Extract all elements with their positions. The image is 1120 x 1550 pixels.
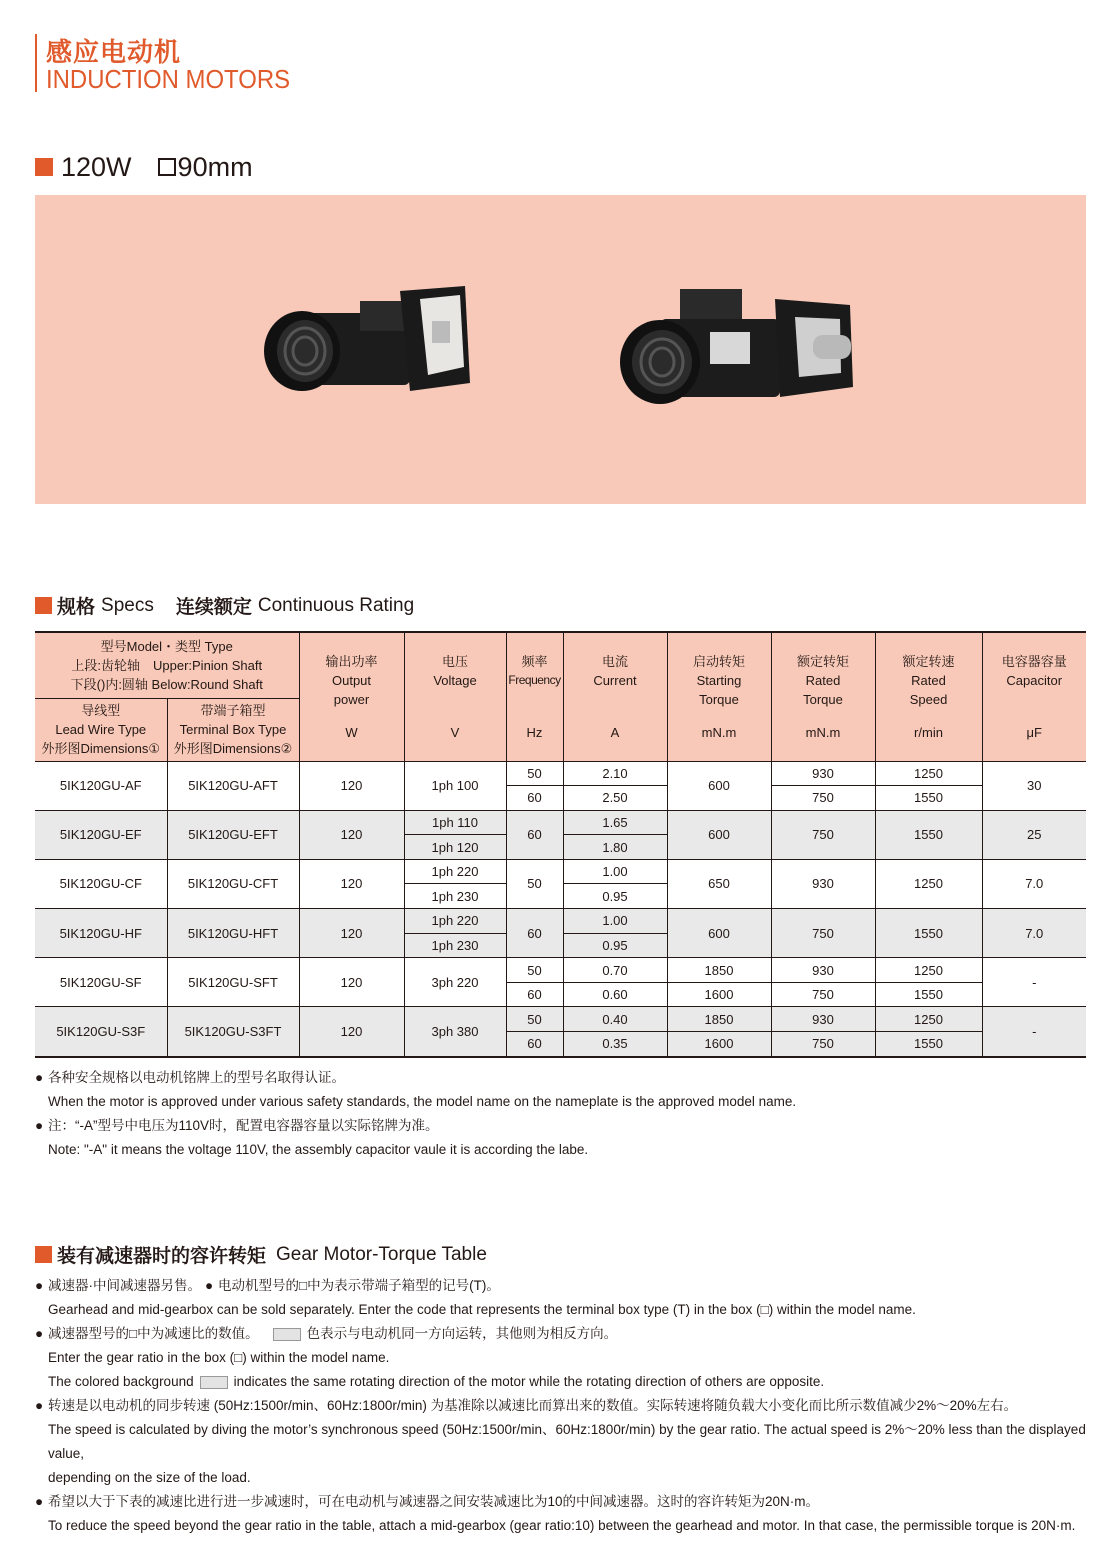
- rated-speed-cell: 1250: [875, 1007, 982, 1032]
- note-en: [35, 1370, 1120, 1394]
- rating-label-cn: 连续额定: [175, 597, 252, 618]
- header-text: Frequency: [508, 672, 561, 687]
- power-cell: 120: [299, 909, 404, 958]
- current-cell: 0.60: [563, 982, 667, 1007]
- note-text: 减速器型号的□中为减速比的数值。: [48, 1326, 259, 1341]
- header-text: 电压: [441, 653, 468, 669]
- note-text: 希望以大于下表的减速比进行进一步减速时，可在电动机与减速器之间安装减速比为10的中间减速器。这时的容许转矩为20N·m。: [48, 1494, 820, 1509]
- bullet-icon: ●: [35, 1326, 44, 1341]
- capacitor-cell: 25: [982, 810, 1086, 859]
- output-power-header: [299, 632, 404, 761]
- note-text: 电动机型号的□中为表示带端子箱型的记号(T)。: [218, 1278, 500, 1293]
- frequency-cell: 60: [506, 909, 563, 958]
- header-text: 电流: [601, 653, 628, 669]
- motor-terminal-box-image: [615, 277, 875, 417]
- specs-table: [35, 631, 1086, 1058]
- header-text: 外形图Dimensions①: [41, 741, 161, 756]
- power-cell: 120: [299, 1007, 404, 1057]
- header-unit: μF: [1026, 724, 1042, 740]
- table-row: [35, 958, 1086, 983]
- header-unit: W: [345, 724, 358, 740]
- rated-torque-cell: 750: [771, 982, 875, 1007]
- power-cell: 120: [299, 761, 404, 810]
- note-text: indicates the same rotating direction of the motor while the rotating direction of others are opposite.: [233, 1374, 825, 1389]
- note-en: depending on the size of the load.: [48, 1470, 251, 1485]
- terminal-box-header: [167, 698, 299, 761]
- specs-label-cn: 规格: [57, 597, 96, 618]
- rated-speed-cell: 1550: [875, 786, 982, 811]
- frequency-cell: 50: [506, 1007, 563, 1032]
- rated-torque-cell: 930: [771, 859, 875, 908]
- note-en: The speed is calculated by diving the motor’s synchronous speed (50Hz:1500r/min、60Hz:1800r/min) by the gear ratio. The actual speed is 2%～20% less than the displayed value,: [48, 1422, 1086, 1461]
- current-cell: 1.00: [563, 859, 667, 884]
- header-unit: mN.m: [701, 724, 737, 740]
- current-cell: 0.70: [563, 958, 667, 983]
- model-size: 90mm: [177, 151, 253, 182]
- starting-torque-cell: 600: [667, 761, 771, 810]
- terminal-model-cell: 5IK120GU-CFT: [167, 859, 299, 908]
- terminal-model-cell: 5IK120GU-SFT: [167, 958, 299, 1007]
- rated-torque-header: [771, 632, 875, 761]
- header-text: Current: [593, 672, 637, 688]
- header-text: power: [333, 691, 370, 707]
- current-cell: 1.80: [563, 835, 667, 860]
- current-cell: 0.95: [563, 884, 667, 909]
- header-text: 额定转速: [902, 653, 955, 669]
- rated-speed-cell: 1250: [875, 761, 982, 786]
- voltage-cell: 1ph 120: [404, 835, 506, 860]
- orange-square-icon: [35, 158, 53, 176]
- voltage-cell: 1ph 110: [404, 810, 506, 835]
- starting-torque-cell: 600: [667, 810, 771, 859]
- note-cn: [35, 1490, 1120, 1514]
- current-cell: 1.00: [563, 909, 667, 934]
- header-text: 启动转矩: [692, 653, 745, 669]
- terminal-model-cell: 5IK120GU-HFT: [167, 909, 299, 958]
- note-text: The colored background: [48, 1374, 194, 1389]
- starting-torque-cell: 1850: [667, 958, 771, 983]
- current-cell: 2.10: [563, 761, 667, 786]
- header-unit: A: [610, 724, 620, 740]
- header-unit: r/min: [914, 724, 943, 740]
- header-text: 外形图Dimensions②: [173, 741, 293, 756]
- current-cell: 0.40: [563, 1007, 667, 1032]
- voltage-cell: 1ph 220: [404, 859, 506, 884]
- rated-speed-cell: 1550: [875, 982, 982, 1007]
- note-cn: [35, 1066, 796, 1090]
- terminal-model-cell: 5IK120GU-AFT: [167, 761, 299, 810]
- gear-notes: [35, 1274, 1120, 1538]
- header-text: 额定转矩: [796, 653, 849, 669]
- header-text: 上段:齿轮轴 Upper:Pinion Shaft: [71, 657, 263, 673]
- capacitor-cell: 7.0: [982, 859, 1086, 908]
- note-en: Note: "-A" it means the voltage 110V, the assembly capacitor vaule it is according the labe.: [48, 1142, 589, 1157]
- table-row: [35, 1007, 1086, 1032]
- note-cn: [35, 1394, 1120, 1418]
- capacitor-header: [982, 632, 1086, 761]
- header-unit: mN.m: [805, 724, 841, 740]
- rated-torque-cell: 930: [771, 761, 875, 786]
- voltage-header: [404, 632, 506, 761]
- model-power: 120W: [61, 151, 132, 182]
- capacitor-cell: -: [982, 958, 1086, 1007]
- voltage-cell: 1ph 230: [404, 884, 506, 909]
- voltage-cell: 1ph 230: [404, 933, 506, 958]
- voltage-cell: 3ph 220: [404, 958, 506, 1007]
- header-accent-bar: [35, 34, 37, 92]
- product-photo-panel: [35, 195, 1086, 504]
- page-title-en: INDUCTION MOTORS: [46, 64, 291, 94]
- header-text: 频率: [521, 653, 548, 669]
- rated-torque-cell: 930: [771, 1007, 875, 1032]
- rated-torque-cell: 750: [771, 1032, 875, 1057]
- capacitor-cell: 7.0: [982, 909, 1086, 958]
- lead-model-cell: 5IK120GU-SF: [35, 958, 167, 1007]
- header-text: Torque: [803, 691, 843, 707]
- capacitor-cell: -: [982, 1007, 1086, 1057]
- table-row: [35, 810, 1086, 835]
- starting-torque-header: [667, 632, 771, 761]
- note-cn: [35, 1322, 1120, 1346]
- note-text: 减速器·中间减速器另售。: [48, 1278, 201, 1293]
- current-header: [563, 632, 667, 761]
- header-text: 电容器容量: [1001, 653, 1067, 669]
- header-text: 导线型: [81, 703, 121, 718]
- rated-torque-cell: 750: [771, 810, 875, 859]
- note-text: 色表示与电动机同一方向运转，其他则为相反方向。: [306, 1326, 618, 1341]
- rated-speed-cell: 1250: [875, 958, 982, 983]
- note-text: 转速是以电动机的同步转速 (50Hz:1500r/min、60Hz:1800r/min) 为基准除以减速比而算出来的数值。实际转速将随负载大小变化而比所示数值减少2%～20%左右。: [48, 1398, 1018, 1413]
- bullet-icon: ●: [35, 1398, 44, 1413]
- orange-square-icon: [35, 1246, 52, 1263]
- terminal-model-cell: 5IK120GU-EFT: [167, 810, 299, 859]
- current-cell: 1.65: [563, 810, 667, 835]
- table-notes: [35, 1066, 796, 1162]
- starting-torque-cell: 1600: [667, 1032, 771, 1057]
- lead-model-cell: 5IK120GU-EF: [35, 810, 167, 859]
- note-cn: [35, 1274, 1120, 1298]
- bullet-icon: ●: [35, 1494, 44, 1509]
- header-text: Speed: [909, 691, 948, 707]
- header-text: Rated: [911, 672, 946, 688]
- voltage-cell: 1ph 220: [404, 909, 506, 934]
- starting-torque-cell: 1600: [667, 982, 771, 1007]
- power-cell: 120: [299, 958, 404, 1007]
- starting-torque-cell: 600: [667, 909, 771, 958]
- starting-torque-cell: 1850: [667, 1007, 771, 1032]
- voltage-cell: 1ph 100: [404, 761, 506, 810]
- gear-label-cn: 装有减速器时的容许转矩: [57, 1246, 267, 1267]
- specs-heading: [35, 592, 414, 619]
- header-text: 型号Model・类型 Type: [100, 638, 233, 654]
- lead-model-cell: 5IK120GU-HF: [35, 909, 167, 958]
- frequency-cell: 50: [506, 958, 563, 983]
- note-cn: [35, 1114, 796, 1138]
- page-title-cn: 感应电动机: [46, 37, 182, 67]
- rated-speed-cell: 1550: [875, 810, 982, 859]
- colored-background-swatch: [273, 1328, 301, 1341]
- header-text: Lead Wire Type: [55, 722, 147, 737]
- table-row: [35, 859, 1086, 884]
- rated-torque-cell: 750: [771, 786, 875, 811]
- note-text: 注：“-A”型号中电压为110V时，配置电容器容量以实际铭牌为准。: [48, 1118, 439, 1133]
- starting-torque-cell: 650: [667, 859, 771, 908]
- power-cell: 120: [299, 810, 404, 859]
- header-unit: Hz: [526, 724, 543, 740]
- capacitor-cell: 30: [982, 761, 1086, 810]
- frequency-cell: 60: [506, 786, 563, 811]
- frequency-cell: 60: [506, 1032, 563, 1057]
- bullet-icon: ●: [35, 1278, 44, 1293]
- rated-speed-cell: 1550: [875, 1032, 982, 1057]
- header-text: Torque: [699, 691, 739, 707]
- voltage-cell: 3ph 380: [404, 1007, 506, 1057]
- header-text: 输出功率: [325, 653, 378, 669]
- note-en: Enter the gear ratio in the box (□) within the model name.: [48, 1350, 390, 1365]
- note-en: To reduce the speed beyond the gear ratio in the table, attach a mid-gearbox (gear ratio:10) between the gearhead and motor. In that case, the permissible torque is 20N·m.: [48, 1518, 1076, 1533]
- model-heading: [35, 150, 253, 184]
- bullet-icon: ●: [35, 1070, 44, 1085]
- frequency-cell: 50: [506, 761, 563, 786]
- rated-torque-cell: 750: [771, 909, 875, 958]
- model-type-header: [35, 632, 299, 698]
- lead-model-cell: 5IK120GU-CF: [35, 859, 167, 908]
- lead-model-cell: 5IK120GU-AF: [35, 761, 167, 810]
- frequency-header: [506, 632, 563, 761]
- header-text: Starting: [696, 672, 742, 688]
- rated-speed-cell: 1550: [875, 909, 982, 958]
- power-cell: 120: [299, 859, 404, 908]
- motor-lead-wire-image: [260, 283, 490, 418]
- header-text: Capacitor: [1006, 672, 1063, 688]
- current-cell: 0.95: [563, 933, 667, 958]
- terminal-model-cell: 5IK120GU-S3FT: [167, 1007, 299, 1057]
- rated-speed-cell: 1250: [875, 859, 982, 908]
- header-text: 带端子箱型: [200, 703, 266, 718]
- lead-wire-header: [35, 698, 167, 761]
- specs-label-en: Specs: [101, 594, 154, 616]
- table-row: [35, 909, 1086, 934]
- header-text: 下段()内:圆轴 Below:Round Shaft: [70, 676, 263, 692]
- current-cell: 0.35: [563, 1032, 667, 1057]
- rated-torque-cell: 930: [771, 958, 875, 983]
- note-en: When the motor is approved under various safety standards, the model name on the nameplate is the approved model name.: [48, 1094, 797, 1109]
- orange-square-icon: [35, 597, 52, 614]
- header-text: Rated: [805, 672, 841, 688]
- frequency-cell: 60: [506, 810, 563, 859]
- table-row: [35, 761, 1086, 786]
- note-text: 各种安全规格以电动机铭牌上的型号名取得认证。: [48, 1070, 345, 1085]
- lead-model-cell: 5IK120GU-S3F: [35, 1007, 167, 1057]
- rating-label-en: Continuous Rating: [257, 594, 415, 616]
- header-unit: V: [450, 724, 460, 740]
- header-text: Terminal Box Type: [179, 722, 287, 737]
- gear-torque-heading: [35, 1241, 487, 1268]
- bullet-icon: ●: [205, 1278, 214, 1293]
- current-cell: 2.50: [563, 786, 667, 811]
- colored-background-swatch: [200, 1376, 228, 1389]
- rated-speed-header: [875, 632, 982, 761]
- bullet-icon: ●: [35, 1118, 44, 1133]
- square-frame-icon: [158, 158, 176, 176]
- note-en: Gearhead and mid-gearbox can be sold separately. Enter the code that represents the terminal box type (T) in the box (□) within the model name.: [48, 1302, 916, 1317]
- header-text: Output: [331, 672, 372, 688]
- gear-label-en: Gear Motor-Torque Table: [276, 1243, 487, 1265]
- frequency-cell: 50: [506, 859, 563, 908]
- frequency-cell: 60: [506, 982, 563, 1007]
- header-text: Voltage: [433, 672, 477, 688]
